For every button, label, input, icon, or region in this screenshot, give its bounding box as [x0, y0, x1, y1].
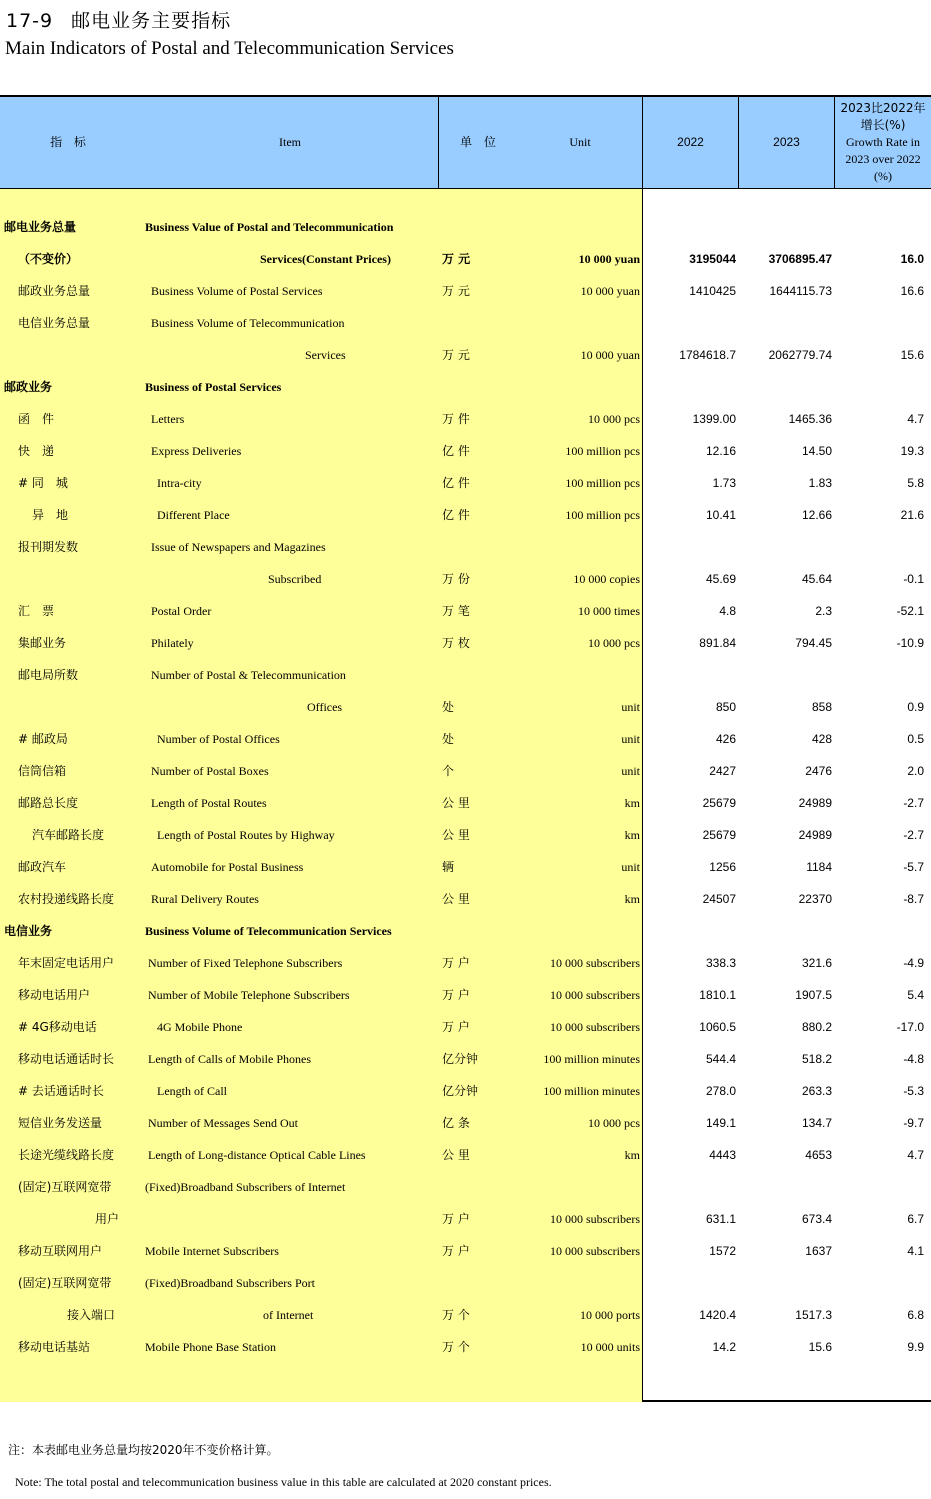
unit-en: 10 000 subscribers: [550, 956, 640, 970]
value-2023: 428: [811, 732, 832, 746]
table-row: [0, 761, 931, 781]
value-2023: 24989: [798, 796, 832, 810]
table-row: [0, 281, 931, 301]
indicator-cn: 汇 票: [18, 604, 55, 618]
table-number-and-title-cn: [6, 6, 231, 33]
table-row: [0, 1017, 931, 1037]
indicator-cn: 农村投递线路长度: [18, 892, 115, 906]
item-en: Business of Postal Services: [145, 380, 282, 394]
value-2023: 22370: [798, 892, 832, 906]
value-2022: 426: [715, 732, 736, 746]
indicator-cn: 信筒信箱: [18, 764, 67, 778]
header-unit-cn: 单 位: [460, 135, 500, 149]
unit-cn: 亿 条: [442, 1116, 470, 1130]
indicator-cn: 邮政业务总量: [18, 284, 91, 298]
table-row: [0, 313, 931, 333]
unit-cn: 亿 件: [442, 476, 470, 490]
indicator-cn: 移动电话通话时长: [18, 1052, 115, 1066]
item-en: Services: [305, 348, 346, 362]
growth-rate: 6.8: [907, 1308, 924, 1322]
column-divider: [834, 97, 835, 188]
unit-cn: 万 户: [442, 988, 470, 1002]
unit-cn: 万 元: [442, 348, 470, 362]
item-en: Number of Postal Boxes: [151, 764, 269, 778]
unit-cn: 万 枚: [442, 636, 470, 650]
unit-en: 10 000 subscribers: [550, 1020, 640, 1034]
value-2023: 4653: [805, 1148, 832, 1162]
item-en: of Internet: [263, 1308, 314, 1322]
value-2022: 631.1: [705, 1212, 736, 1226]
unit-cn: 公 里: [442, 1148, 470, 1162]
value-2023: 263.3: [801, 1084, 832, 1098]
header-growth-line3: Growth Rate in: [846, 135, 920, 149]
table-row: [0, 601, 931, 621]
table-row: [0, 217, 931, 237]
growth-rate: -4.9: [903, 956, 924, 970]
unit-cn: 公 里: [442, 796, 470, 810]
indicator-cn: 快 递: [18, 444, 55, 458]
item-en: Rural Delivery Routes: [151, 892, 259, 906]
table-row: [0, 889, 931, 909]
value-2022: 1572: [709, 1244, 736, 1258]
growth-rate: 5.4: [907, 988, 924, 1002]
unit-cn: 万 户: [442, 956, 470, 970]
growth-rate: -10.9: [896, 636, 924, 650]
growth-rate: 5.8: [907, 476, 924, 490]
value-2023: 858: [811, 700, 832, 714]
item-en: Postal Order: [151, 604, 212, 618]
indicator-cn: 邮政业务: [4, 380, 53, 394]
item-en: Automobile for Postal Business: [151, 860, 304, 874]
item-en: Issue of Newspapers and Magazines: [151, 540, 326, 554]
unit-cn: 辆: [442, 860, 455, 874]
indicator-cn: 移动电话基站: [18, 1340, 91, 1354]
table-row: [0, 1081, 931, 1101]
unit-en: unit: [621, 860, 640, 874]
value-2022: 10.41: [705, 508, 736, 522]
indicator-cn: 邮电局所数: [18, 668, 79, 682]
growth-rate: -4.8: [903, 1052, 924, 1066]
item-en: (Fixed)Broadband Subscribers Port: [145, 1276, 315, 1290]
unit-cn: 万 户: [442, 1244, 470, 1258]
value-2023: 1184: [806, 860, 832, 874]
indicator-table: [0, 95, 931, 1402]
unit-cn: 公 里: [442, 828, 470, 842]
item-en: Express Deliveries: [151, 444, 242, 458]
growth-rate: 2.0: [907, 764, 924, 778]
growth-rate: -5.7: [903, 860, 924, 874]
indicator-cn: 长途光缆线路长度: [18, 1148, 115, 1162]
value-2022: 25679: [702, 828, 736, 842]
value-2023: 1637: [805, 1244, 832, 1258]
table-row: [0, 697, 931, 717]
value-2022: 1060.5: [699, 1020, 736, 1034]
header-unit-en: Unit: [569, 135, 591, 149]
value-2023: 1.83: [808, 476, 832, 490]
table-row: [0, 441, 931, 461]
unit-en: 10 000 yuan: [580, 284, 640, 298]
unit-cn: 处: [442, 700, 455, 714]
growth-rate: -2.7: [903, 828, 924, 842]
unit-en: 100 million minutes: [543, 1052, 640, 1066]
value-2022: 278.0: [705, 1084, 736, 1098]
value-2022: 1256: [709, 860, 736, 874]
unit-en: 10 000 yuan: [580, 348, 640, 362]
table-row: [0, 1273, 931, 1293]
indicator-cn: 年末固定电话用户: [18, 956, 115, 970]
growth-rate: 21.6: [900, 508, 924, 522]
unit-cn: 万 户: [442, 1212, 470, 1226]
value-2022: 891.84: [699, 636, 736, 650]
item-en: Number of Mobile Telephone Subscribers: [148, 988, 350, 1002]
growth-rate: 16.6: [900, 284, 924, 298]
unit-cn: 万 元: [442, 284, 470, 298]
growth-rate: 0.9: [907, 700, 924, 714]
value-2023: 794.45: [795, 636, 832, 650]
value-2023: 15.6: [808, 1340, 832, 1354]
value-2023: 1465.36: [788, 412, 832, 426]
item-en: Number of Messages Send Out: [148, 1116, 298, 1130]
unit-cn: 处: [442, 732, 455, 746]
table-row: [0, 1049, 931, 1069]
table-row: [0, 857, 931, 877]
growth-rate: -5.3: [903, 1084, 924, 1098]
unit-cn: 亿分钟: [442, 1052, 479, 1066]
item-en: Length of Postal Routes: [151, 796, 267, 810]
table-row: [0, 1241, 931, 1261]
indicator-cn: 报刊期发数: [18, 540, 79, 554]
indicator-cn: （不变价）: [18, 252, 79, 266]
indicator-cn: 电信业务: [4, 924, 53, 938]
column-divider: [438, 97, 439, 188]
value-2023: 2476: [805, 764, 832, 778]
value-2023: 3706895.47: [768, 252, 832, 266]
unit-en: km: [624, 828, 640, 842]
unit-cn: 亿 件: [442, 444, 470, 458]
indicator-cn: 函 件: [18, 412, 55, 426]
unit-cn: 万 件: [442, 412, 470, 426]
unit-cn: 亿分钟: [442, 1084, 479, 1098]
value-2023: 24989: [798, 828, 832, 842]
unit-en: unit: [621, 732, 640, 746]
indicator-cn: # 4G移动电话: [18, 1020, 97, 1034]
growth-rate: -9.7: [903, 1116, 924, 1130]
item-en: Length of Long-distance Optical Cable Lines: [148, 1148, 366, 1162]
table-row: [0, 793, 931, 813]
unit-en: 10 000 yuan: [578, 252, 640, 266]
unit-en: km: [624, 892, 640, 906]
value-2022: 1420.4: [699, 1308, 736, 1322]
table-row: [0, 1209, 931, 1229]
table-number: 17-9: [6, 10, 54, 32]
item-en: Business Value of Postal and Telecommunication: [145, 220, 394, 234]
item-en: Business Volume of Telecommunication Services: [145, 924, 392, 938]
title-en: Main Indicators of Postal and Telecommunication Services: [5, 38, 454, 59]
unit-cn: 万 个: [442, 1340, 470, 1354]
table-row: [0, 1305, 931, 1325]
indicator-cn: 集邮业务: [18, 636, 67, 650]
table-row: [0, 921, 931, 941]
table-row: [0, 729, 931, 749]
item-en: Length of Postal Routes by Highway: [157, 828, 335, 842]
unit-en: km: [624, 1148, 640, 1162]
unit-en: km: [624, 796, 640, 810]
table-row: [0, 665, 931, 685]
indicator-cn: 移动互联网用户: [18, 1244, 103, 1258]
table-row: [0, 1113, 931, 1133]
item-en: Business Volume of Postal Services: [151, 284, 323, 298]
value-2023: 1907.5: [795, 988, 832, 1002]
table-row: [0, 985, 931, 1005]
item-en: Length of Calls of Mobile Phones: [148, 1052, 311, 1066]
header-growth-line4: 2023 over 2022: [845, 152, 921, 166]
table-row: [0, 537, 931, 557]
value-2022: 3195044: [689, 252, 736, 266]
value-2022: 4443: [709, 1148, 736, 1162]
note-en: Note: The total postal and telecommunication business value in this table are calculated at 2020 constant prices.: [15, 1475, 552, 1489]
header-growth-line1: 2023比2022年: [840, 101, 926, 115]
table-row: [0, 1337, 931, 1357]
unit-en: 10 000 copies: [573, 572, 640, 586]
value-2023: 2.3: [815, 604, 832, 618]
unit-cn: 万 户: [442, 1020, 470, 1034]
indicator-cn: 移动电话用户: [18, 988, 91, 1002]
item-en: Mobile Phone Base Station: [145, 1340, 276, 1354]
unit-en: 100 million minutes: [543, 1084, 640, 1098]
item-en: Number of Postal & Telecommunication: [151, 668, 346, 682]
unit-en: 10 000 subscribers: [550, 988, 640, 1002]
unit-en: 10 000 pcs: [588, 1116, 640, 1130]
item-en: Services(Constant Prices): [260, 252, 391, 266]
item-en: Different Place: [157, 508, 230, 522]
growth-rate: 16.0: [900, 252, 924, 266]
column-divider: [738, 97, 739, 188]
indicator-cn: (固定)互联网宽带: [18, 1180, 112, 1194]
value-2022: 45.69: [705, 572, 736, 586]
value-2022: 25679: [702, 796, 736, 810]
growth-rate: 4.1: [907, 1244, 924, 1258]
unit-en: 100 million pcs: [565, 444, 640, 458]
growth-rate: 15.6: [900, 348, 924, 362]
unit-cn: 万 份: [442, 572, 470, 586]
table-row: [0, 249, 931, 269]
title-cn: 邮电业务主要指标: [71, 10, 232, 32]
indicator-cn: 邮电业务总量: [4, 220, 77, 234]
unit-en: 10 000 ports: [580, 1308, 640, 1322]
value-2022: 1399.00: [692, 412, 736, 426]
indicator-cn: # 去话通话时长: [18, 1084, 104, 1098]
indicator-cn: # 邮政局: [18, 732, 68, 746]
growth-rate: 19.3: [900, 444, 924, 458]
value-2023: 12.66: [801, 508, 832, 522]
item-en: Intra-city: [157, 476, 202, 490]
item-en: Mobile Internet Subscribers: [145, 1244, 279, 1258]
value-2023: 518.2: [801, 1052, 832, 1066]
header-growth-line2: 增长(%): [860, 118, 906, 132]
growth-rate: 6.7: [907, 1212, 924, 1226]
table-row: [0, 633, 931, 653]
value-2023: 673.4: [801, 1212, 832, 1226]
value-2022: 1810.1: [699, 988, 736, 1002]
item-en: Length of Call: [157, 1084, 227, 1098]
growth-rate: 4.7: [907, 1148, 924, 1162]
note-cn: 注：本表邮电业务总量均按2020年不变价格计算。: [8, 1443, 279, 1457]
growth-rate: -17.0: [896, 1020, 924, 1034]
unit-en: 10 000 subscribers: [550, 1212, 640, 1226]
unit-en: 10 000 pcs: [588, 412, 640, 426]
value-2022: 24507: [702, 892, 736, 906]
table-row: [0, 825, 931, 845]
unit-cn: 个: [442, 764, 455, 778]
growth-rate: -52.1: [896, 604, 924, 618]
growth-rate: -2.7: [903, 796, 924, 810]
growth-rate: -0.1: [903, 572, 924, 586]
unit-en: 100 million pcs: [565, 508, 640, 522]
table-header: [0, 97, 931, 189]
unit-en: 10 000 times: [578, 604, 640, 618]
indicator-cn: 异 地: [32, 508, 69, 522]
unit-en: 10 000 subscribers: [550, 1244, 640, 1258]
value-2022: 1410425: [689, 284, 736, 298]
indicator-cn: 邮政汽车: [18, 860, 67, 874]
table-row: [0, 377, 931, 397]
indicator-cn: (固定)互联网宽带: [18, 1276, 112, 1290]
item-en: Number of Fixed Telephone Subscribers: [148, 956, 343, 970]
value-2023: 321.6: [801, 956, 832, 970]
value-2022: 1784618.7: [679, 348, 736, 362]
value-2022: 2427: [709, 764, 736, 778]
value-2022: 544.4: [705, 1052, 736, 1066]
unit-en: 10 000 units: [580, 1340, 640, 1354]
value-2023: 1644115.73: [769, 284, 832, 298]
table-row: [0, 505, 931, 525]
unit-cn: 万 个: [442, 1308, 470, 1322]
table-row: [0, 1145, 931, 1165]
table-row: [0, 953, 931, 973]
value-2023: 134.7: [801, 1116, 832, 1130]
table-row: [0, 409, 931, 429]
item-en: Offices: [307, 700, 343, 714]
header-year-2022: 2022: [677, 135, 704, 149]
unit-cn: 亿 件: [442, 508, 470, 522]
item-en: Business Volume of Telecommunication: [151, 316, 345, 330]
header-item-en: Item: [279, 135, 301, 149]
indicator-cn: # 同 城: [18, 476, 68, 490]
item-en: Subscribed: [268, 572, 322, 586]
growth-rate: 9.9: [907, 1340, 924, 1354]
item-en: Number of Postal Offices: [157, 732, 280, 746]
indicator-cn: 短信业务发送量: [18, 1116, 103, 1130]
value-2022: 149.1: [705, 1116, 736, 1130]
header-indicator-cn: 指 标: [50, 135, 90, 149]
header-growth: [835, 100, 931, 185]
value-2022: 1.73: [712, 476, 736, 490]
unit-en: unit: [621, 764, 640, 778]
growth-rate: 4.7: [907, 412, 924, 426]
indicator-cn: 电信业务总量: [18, 316, 91, 330]
unit-cn: 公 里: [442, 892, 470, 906]
value-2022: 850: [715, 700, 736, 714]
header-growth-line5: (%): [874, 169, 892, 183]
growth-rate: -8.7: [903, 892, 924, 906]
item-en: 4G Mobile Phone: [157, 1020, 243, 1034]
unit-en: 10 000 pcs: [588, 636, 640, 650]
indicator-cn: 邮路总长度: [18, 796, 79, 810]
value-2023: 45.64: [801, 572, 832, 586]
indicator-cn: 汽车邮路长度: [32, 828, 105, 842]
growth-rate: 0.5: [907, 732, 924, 746]
indicator-cn: 接入端口: [67, 1308, 116, 1322]
item-en: (Fixed)Broadband Subscribers of Internet: [145, 1180, 346, 1194]
indicator-cn: 用户: [95, 1212, 120, 1226]
table-row: [0, 345, 931, 365]
value-2022: 12.16: [705, 444, 736, 458]
value-2022: 4.8: [719, 604, 736, 618]
unit-en: unit: [621, 700, 640, 714]
unit-cn: 万 笔: [442, 604, 470, 618]
unit-cn: 万 元: [442, 252, 471, 266]
value-2023: 880.2: [801, 1020, 832, 1034]
value-2022: 14.2: [712, 1340, 736, 1354]
value-2023: 2062779.74: [768, 348, 832, 362]
unit-en: 100 million pcs: [565, 476, 640, 490]
table-row: [0, 569, 931, 589]
item-en: Philately: [151, 636, 194, 650]
value-2022: 338.3: [705, 956, 736, 970]
table-row: [0, 473, 931, 493]
value-2023: 14.50: [801, 444, 832, 458]
value-2023: 1517.3: [795, 1308, 832, 1322]
table-row: [0, 1177, 931, 1197]
item-en: Letters: [151, 412, 185, 426]
header-year-2023: 2023: [773, 135, 800, 149]
